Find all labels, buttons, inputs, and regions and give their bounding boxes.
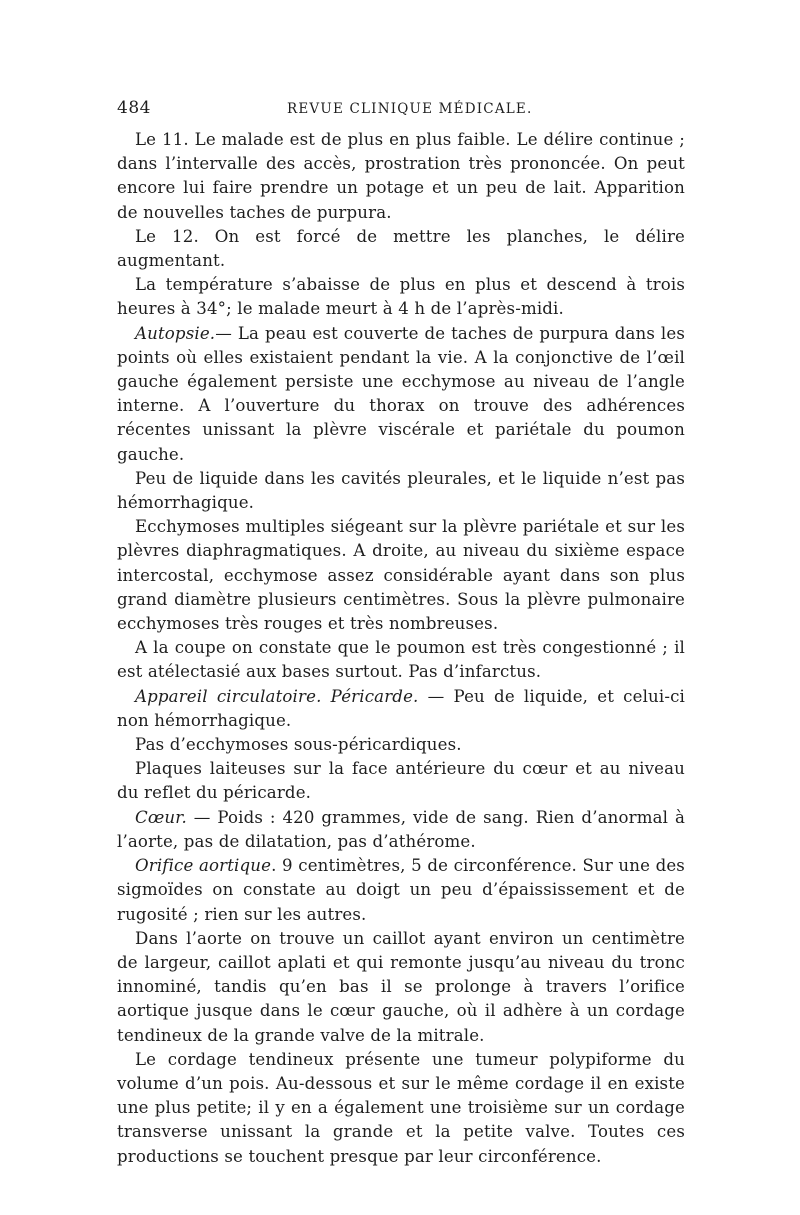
paragraph-text: Dans l’aorte on trouve un caillot ayant environ un centimètre de largeur, caillot aplati et qui remonte jusqu’au niveau du tronc innominé, tandis qu’en bas il se prolonge à travers l’orifice aortique jusque dans le cœur gauche, où il adhère à un cordage tendineux de la grande valve de la mitrale. <box>117 928 685 1045</box>
paragraph <box>117 806 685 854</box>
paragraph <box>117 128 685 225</box>
paragraph-text: — Peu de liquide, et celui-ci non hémorrhagique. <box>117 686 685 730</box>
paragraph <box>117 757 685 805</box>
paragraph <box>117 225 685 273</box>
running-title: REVUE CLINIQUE MÉDICALE. <box>287 101 533 117</box>
paragraph-text: Le cordage tendineux présente une tumeur polypiforme du volume d’un pois. Au-dessous et sur le même cordage il en existe une plus petite; il y en a également une troisième sur un cordage transverse unissant la grande et la petite valve. Toutes ces productions se touchent presque par leur circonférence. <box>117 1049 685 1166</box>
paragraph-text: Peu de liquide dans les cavités pleurales, et le liquide n’est pas hémorrhagique. <box>117 468 685 513</box>
paragraph <box>117 322 685 467</box>
paragraph-text: Pas d’ecchymoses sous-péricardiques. <box>135 735 462 755</box>
paragraph <box>117 854 685 927</box>
paragraph-text: — La peau est couverte de taches de purpura dans les points où elles existaient pendant la vie. A la conjonctive de l’œil gauche également persiste une ecchymose au niveau de l’angle interne. A l’ouverture du thorax on trouve des adhérences récentes unissant la plèvre viscérale et pariétale du poumon gauche. <box>117 323 685 464</box>
paragraph-text: — Poids : 420 grammes, vide de sang. Rien d’anormal à l’aorte, pas de dilatation, pas d’athérome. <box>117 807 685 851</box>
paragraph <box>117 467 685 515</box>
paragraph <box>117 685 685 733</box>
paragraph-text: Ecchymoses multiples siégeant sur la plèvre pariétale et sur les plèvres diaphragmatiques. A droite, au niveau du sixième espace intercostal, ecchymose assez considérable ayant dans son plus grand diamètre plusieurs centimètres. Sous la plèvre pulmonaire ecchymoses très rouges et très nombreuses. <box>117 517 685 634</box>
paragraph <box>117 927 685 1048</box>
paragraph <box>117 1048 685 1169</box>
paragraph-text: La température s’abaisse de plus en plus et descend à trois heures à 34°; le malade meurt à 4 h de l’après-midi. <box>117 275 685 319</box>
paragraph-text: Le 12. On est forcé de mettre les planches, le délire augmentant. <box>117 226 685 271</box>
paragraph-lead: Orifice aortique <box>135 856 272 876</box>
paragraph-text: Le 11. Le malade est de plus en plus faible. Le délire continue ; dans l’intervalle des accès, prostration très prononcée. On peut encore lui faire prendre un potage et un peu de lait. Apparition de nouvelles taches de purpura. <box>117 130 685 222</box>
paragraph-text: Plaques laiteuses sur la face antérieure du cœur et au niveau du reflet du péricarde. <box>117 759 685 803</box>
paragraph <box>117 515 685 636</box>
paragraph <box>117 273 685 321</box>
paragraph-lead: Autopsie. <box>135 323 216 343</box>
paragraph-text: . 9 centimètres, 5 de circonférence. Sur une des sigmoïdes on constate au doigt un peu d’épaississement et de rugosité ; rien sur les autres. <box>117 856 685 924</box>
page-number: 484 <box>117 98 151 118</box>
page-header <box>117 98 685 124</box>
paragraph-text: A la coupe on constate que le poumon est très congestionné ; il est atélectasié aux bases surtout. Pas d’infarctus. <box>117 638 685 682</box>
paragraph <box>117 733 685 757</box>
paragraph-lead: Cœur. <box>135 807 187 827</box>
paragraph-lead: Appareil circulatoire. Péricarde. <box>135 686 419 706</box>
page-body <box>117 128 685 1169</box>
paragraph <box>117 636 685 684</box>
